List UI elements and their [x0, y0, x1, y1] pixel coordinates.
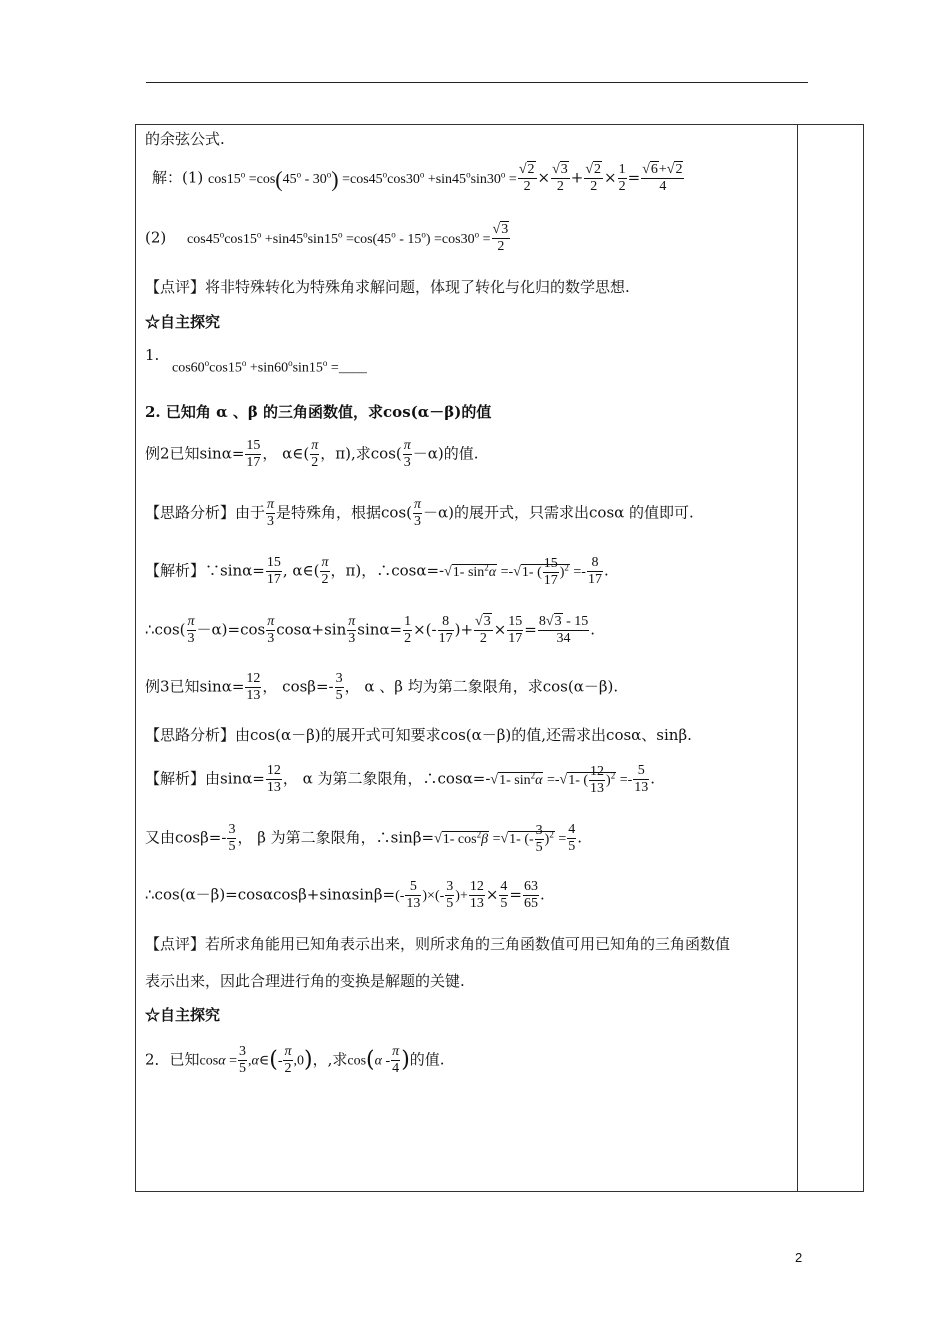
header-rule: [146, 82, 808, 83]
example-3-text: ， cosβ=-: [262, 677, 334, 696]
analysis-2-text: 【思路分析】由于: [145, 503, 266, 522]
solution-ex3b-text: 又由cosβ=-: [145, 828, 227, 847]
side-column-divider: [797, 124, 798, 1192]
question-2-text: 2．已知: [145, 1050, 200, 1069]
example-2-text: ，π),求cos(: [320, 444, 402, 463]
question-2: 2．已知cosα = $\frac{3}{5}$ ,α∈(- $\frac{\pi}{2}$ ,0)，,求cos(α - $\frac{\pi}{4}$ )的值.: [145, 1044, 445, 1077]
therefore-ex2-text: sinα=: [357, 620, 403, 639]
example-2-text: －α)的值.: [412, 444, 479, 463]
question-1-number: 1.: [145, 346, 160, 364]
question-2-text: ，,求: [312, 1050, 348, 1069]
solution-ex3b-text: ， β 为第二象限角，∴sinβ=: [237, 828, 435, 847]
solution-ex3b: 又由cosβ=- $\frac{3}{5}$ ， β 为第二象限角，∴sinβ=√1- $\cos^2\beta =√1-$ (- $\frac{3}{5}$ )$^2$ = $\frac{4}{5}$ .: [145, 822, 583, 855]
analysis-2-text: 是特殊角，根据cos(: [276, 503, 413, 522]
therefore-ex3: ∴cos(α－β)=cosαcosβ+sinαsinβ=(- $\frac{5}{13}$ )×(- $\frac{3}{5}$ )+ $\frac{12}{13}$ × $\frac{4}{5}$ = $\frac{63}{65}$ .: [145, 879, 545, 912]
solution-ex3a-text: ， α 为第二象限角，∴cosα=-: [282, 769, 491, 788]
solution-1-expr: $\cos 15^o =\cos(45^o - 30^o) =\cos 45^o\cos 30^o +\sin 45^o\sin 30^o$ =: [208, 166, 517, 192]
comment-2a: [145, 935, 730, 953]
solution-2-expr: $\cos 45^o\cos 15^o +\sin 45^o\sin 15^o =\cos(45^o - 15^o) =\cos 30^o$ =: [187, 228, 491, 247]
solution-label: 解：(1): [152, 168, 204, 187]
solution-2-label: (2): [145, 228, 167, 247]
comment-2b: [145, 972, 465, 990]
analysis-3: [145, 726, 692, 744]
example-3-text: ， α 、β 均为第二象限角，求cos(α－β).: [344, 677, 619, 696]
example-3: 例3已知sinα= $\frac{12}{13}$ ， cosβ=- $\frac{3}{5}$ ， α 、β 均为第二象限角，求cos(α－β).: [145, 671, 619, 704]
question-1-expr: $\cos 60^o\cos 15^o +\sin 60^o\sin 15^o$ =____: [172, 358, 367, 376]
section-2-title-text: 2. 已知角 α 、β 的三角函数值，求cos(α－β)的值: [145, 403, 492, 421]
analysis-3-text: 【思路分析】由cos(α－β)的展开式可知要求cos(α－β)的值,还需求出cosα、sinβ.: [145, 726, 692, 744]
solution-2: (2) $\cos 45^o\cos 15^o +\sin 45^o\sin 15^o =\cos(45^o - 15^o) =\cos 30^o$ = $\frac{√3}{2}$: [145, 222, 509, 255]
section-2-title: [145, 403, 491, 421]
solution-ex2-text: , α∈(: [282, 561, 320, 580]
page-number: 2: [795, 1250, 803, 1265]
comment-2b-text: 表示出来，因此合理进行角的变换是解题的关键.: [145, 972, 465, 990]
solution-ex2-text: ，π)，∴cosα=-: [330, 561, 445, 580]
analysis-2: 【思路分析】由于 $\frac{\pi}{3}$ 是特殊角，根据cos( $\frac{\pi}{3}$ －α)的展开式，只需求出cosα 的值即可.: [145, 497, 694, 530]
example-2: 例2已知sinα= $\frac{15}{17}$ ， α∈( $\frac{\pi}{2}$ ，π),求cos( $\frac{\pi}{3}$ －α)的值.: [145, 438, 479, 471]
question-1-label: [145, 346, 159, 364]
explore-title-1-text: ☆自主探究: [145, 313, 221, 331]
explore-title-1: [145, 313, 220, 331]
intro-line: [145, 130, 225, 148]
comment-2a-text: 【点评】若所求角能用已知角表示出来，则所求角的三角函数值可用已知角的三角函数值: [145, 935, 731, 953]
explore-title-2-text: ☆自主探究: [145, 1006, 221, 1024]
example-2-text: ， α∈(: [262, 444, 310, 463]
comment-1-text: 【点评】将非特殊转化为特殊角求解问题，体现了转化与化归的数学思想.: [145, 278, 630, 296]
therefore-ex2: ∴cos( $\frac{\pi}{3}$ －α)=cos $\frac{\pi}{3}$ cosα+sin $\frac{\pi}{3}$ sinα= $\frac{1}{2}$ ×(- $\frac{8}{17}$ )+ $\frac{√3}{2}$ × $\frac{15}{17}$ = $\frac{8√3 - 15}{34}$ .: [145, 614, 596, 647]
solution-ex3a-text: 【解析】由sinα=: [145, 769, 265, 788]
solution-ex2: 【解析】∵sinα= $\frac{15}{17}$ , α∈( $\frac{\pi}{2}$ ，π)，∴cosα=-√1- $\sin^2\alpha =-√1-$ ( $\frac{15}{17}$ )$^2$ =- $\frac{8}{17}$ .: [145, 555, 609, 588]
intro-text: 的余弦公式.: [145, 130, 225, 148]
solution-ex2-text: 【解析】∵sinα=: [145, 561, 265, 580]
example-3-text: 例3已知sinα=: [145, 677, 245, 696]
analysis-2-text: －α)的展开式，只需求出cosα 的值即可.: [423, 503, 694, 522]
solution-1: 解：(1) $\cos 15^o =\cos(45^o - 30^o) =\cos 45^o\cos 30^o +\sin 45^o\sin 30^o$ = $\frac{√2}{2}$ × $\frac{√3}{2}$ + $\frac{√2}{2}$ × $\frac{1}{2}$ = $\frac{√6+√2}{4}$: [152, 162, 683, 195]
solution-ex3a: 【解析】由sinα= $\frac{12}{13}$ ， α 为第二象限角，∴cosα=-√1- $\sin^2\alpha =-√1-$ ( $\frac{12}{13}$ )$^2$ =- $\frac{5}{13}$ .: [145, 763, 656, 796]
explore-title-2: [145, 1006, 220, 1024]
therefore-ex3-text: ∴cos(α－β)=cosαcosβ+sinαsinβ=: [145, 885, 396, 904]
therefore-ex2-text: ∴cos(: [145, 620, 186, 639]
example-2-text: 例2已知sinα=: [145, 444, 245, 463]
therefore-ex2-text: －α)=cos: [196, 620, 266, 639]
question-2-text: 的值.: [409, 1050, 445, 1069]
therefore-ex2-text: cosα+sin: [276, 620, 347, 639]
comment-1: [145, 278, 630, 296]
